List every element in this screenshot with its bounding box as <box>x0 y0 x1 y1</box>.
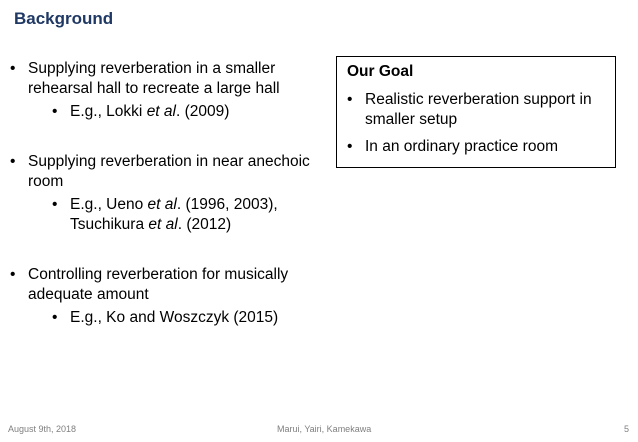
sub-bullet-item <box>52 195 332 235</box>
sub-text-italic: et al <box>146 103 176 120</box>
slide-title: Background <box>14 9 114 28</box>
footer-date: August 9th, 2018 <box>8 424 77 434</box>
bullet-block-1 <box>10 59 332 122</box>
sub-bullet-text <box>70 195 332 235</box>
goal-box <box>336 56 616 168</box>
bullet-glyph: • <box>10 153 16 170</box>
sub-bullet-item <box>52 308 332 328</box>
sub-bullet-glyph: • <box>52 309 58 326</box>
bullet-text: Supplying reverberation in near anechoic room <box>28 153 310 190</box>
bullet-text: Supplying reverberation in a smaller rehearsal hall to recreate a large hall <box>28 60 280 97</box>
goal-title: Our Goal <box>347 63 414 80</box>
sub-text-part: . (1996, 2003), Tsuchikura <box>70 196 278 233</box>
sub-bullet-text <box>70 102 229 122</box>
sub-bullet-glyph: • <box>52 103 58 120</box>
sub-text-italic: et al <box>147 196 177 213</box>
sub-text-part: E.g., Ueno <box>70 196 148 213</box>
bullet-block-3 <box>10 265 332 328</box>
bullet-glyph: • <box>347 91 353 108</box>
sub-bullet-glyph: • <box>52 196 58 213</box>
goal-item-text: In an ordinary practice room <box>365 138 558 155</box>
bullet-text: Controlling reverberation for musically adequate amount <box>28 266 289 303</box>
bullet-item <box>10 152 332 192</box>
footer-authors: Marui, Yairi, Kamekawa <box>277 424 372 434</box>
bullet-glyph: • <box>10 266 16 283</box>
sub-text-part: . (2012) <box>177 216 232 233</box>
bullet-item <box>10 265 332 305</box>
sub-bullet-text: E.g., Ko and Woszczyk (2015) <box>70 309 279 326</box>
sub-text-part: E.g., Lokki <box>70 103 147 120</box>
sub-text-part: . (2009) <box>176 103 230 120</box>
bullet-block-2 <box>10 152 332 235</box>
bullet-glyph: • <box>10 60 16 77</box>
goal-item <box>347 90 605 130</box>
bullet-list <box>10 59 332 348</box>
bullet-glyph: • <box>347 138 353 155</box>
footer-page-number: 5 <box>623 424 629 434</box>
goal-item <box>347 137 605 157</box>
goal-item-text: Realistic reverberation support in smaller setup <box>365 91 592 128</box>
sub-bullet-item <box>52 102 332 122</box>
bullet-item <box>10 59 332 99</box>
sub-text-italic: et al <box>148 216 178 233</box>
